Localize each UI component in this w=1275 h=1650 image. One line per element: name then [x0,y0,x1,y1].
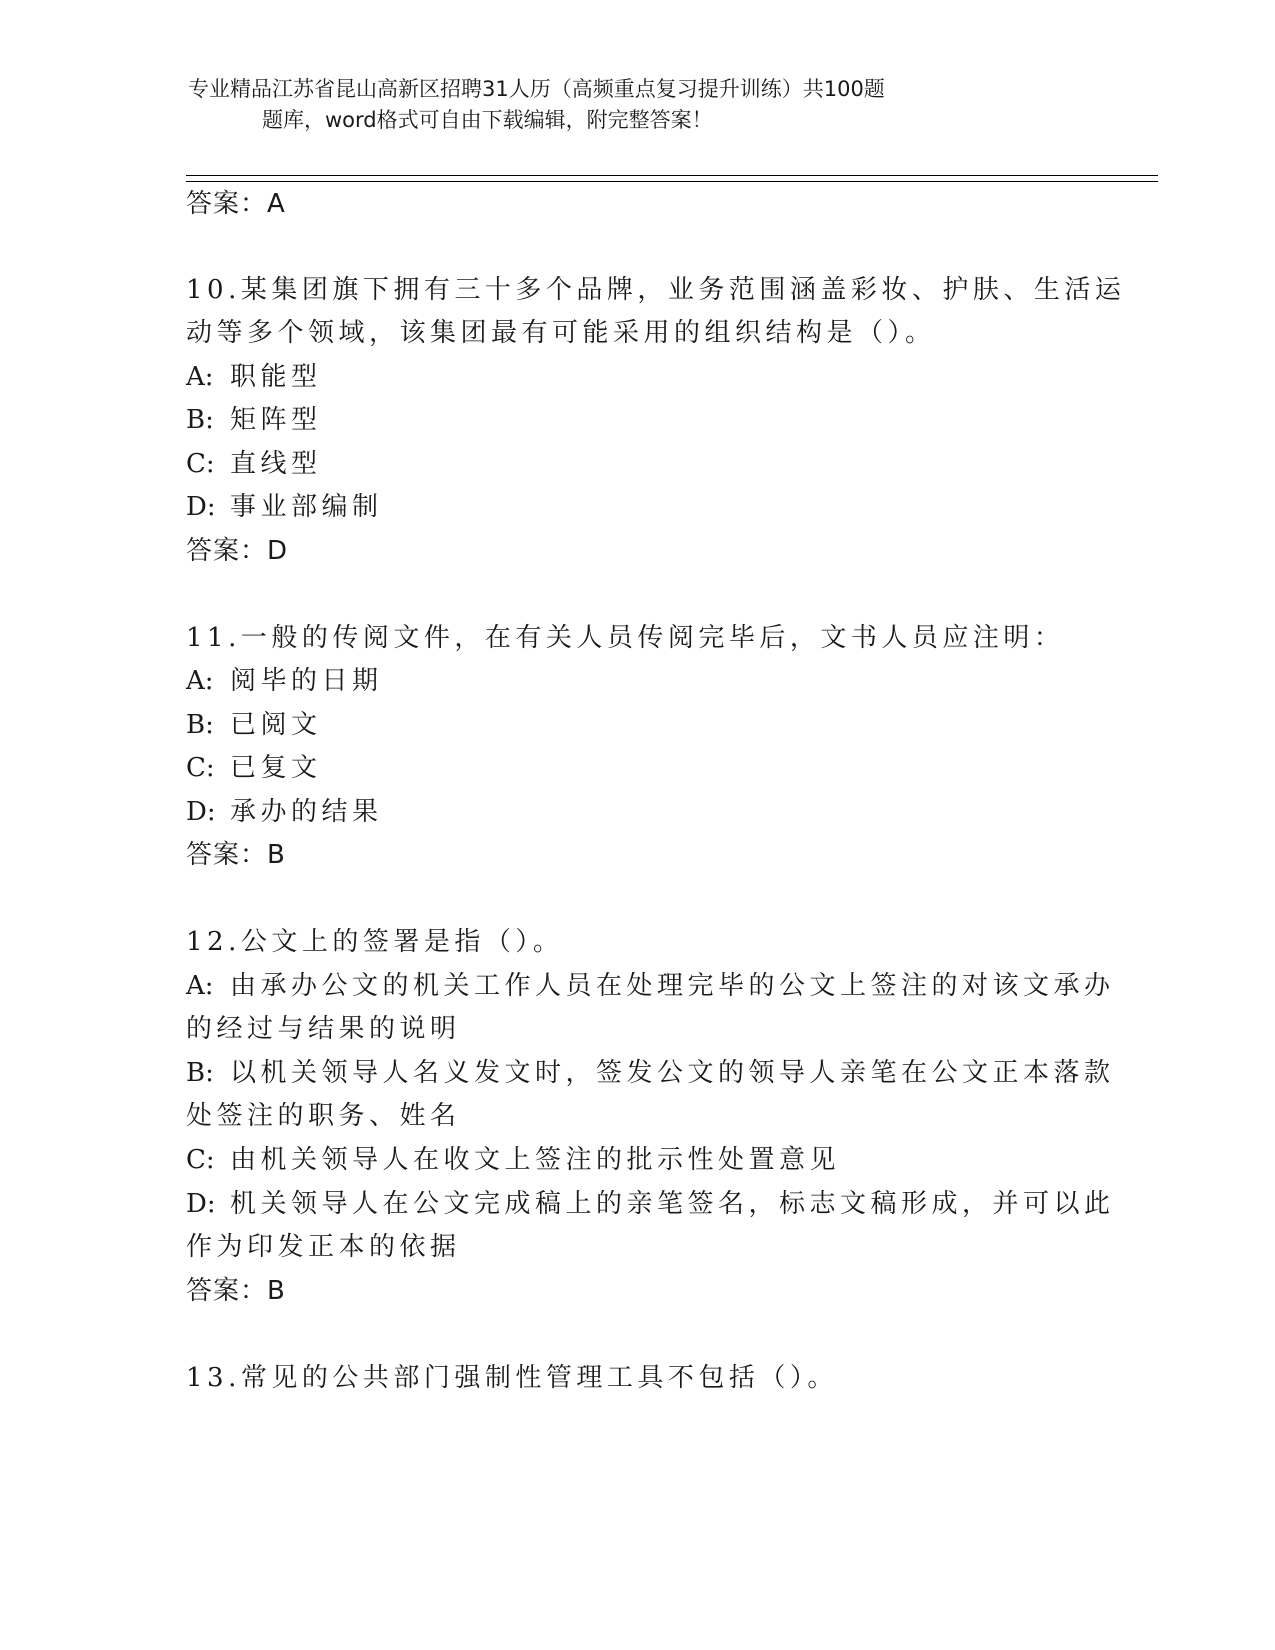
option-text: 由承办公文的机关工作人员在处理完毕的公文上签注的对该文承办 [230,971,1115,1001]
option-key: C: [186,1145,215,1175]
question-12-stem-1: 12.公文上的签署是指（）。 [186,927,564,957]
question-12-option-d [186,1184,1115,1224]
option-text: 职能型 [230,362,322,392]
option-text: 阅毕的日期 [230,666,383,696]
option-text: 已阅文 [230,710,322,740]
header-rule-thin [186,181,1158,182]
option-key: A: [186,971,214,1001]
answer-q10: 答案：D [186,536,289,566]
option-key: B: [186,1058,214,1088]
option-key: B: [186,710,214,740]
option-key: D: [186,492,216,522]
option-key: A: [186,666,214,696]
header-rule-thick [186,175,1158,176]
option-text: 已复文 [230,753,322,783]
question-12-option-a [186,966,1115,1006]
answer-q9: 答案：A [186,189,286,219]
option-text: 以机关领导人名义发文时，签发公文的领导人亲笔在公文正本落款 [230,1058,1115,1088]
option-text: 事业部编制 [230,492,383,522]
option-key: B: [186,405,214,435]
option-key: C: [186,753,215,783]
question-12-option-b-cont: 处签注的职务、姓名 [186,1101,461,1131]
question-10-stem-1: 10.某集团旗下拥有三十多个品牌，业务范围涵盖彩妆、护肤、生活运 [186,275,1126,305]
answer-q12: 答案：B [186,1276,286,1306]
question-12-option-b [186,1053,1115,1093]
question-10-option-d [186,487,383,527]
question-10-stem-2: 动等多个领域，该集团最有可能采用的组织结构是（）。 [186,318,936,348]
header-line-2: 题库，word格式可自由下载编辑，附完整答案！ [262,108,713,132]
option-text: 由机关领导人在收文上签注的批示性处置意见 [230,1145,841,1175]
question-11-option-c [186,748,322,788]
question-11-option-d [186,792,383,832]
option-text: 机关领导人在公文完成稿上的亲笔签名，标志文稿形成，并可以此 [230,1189,1115,1219]
page-header [188,74,1088,136]
question-12-option-c [186,1140,840,1180]
option-text: 承办的结果 [230,797,383,827]
option-text: 直线型 [230,449,322,479]
option-text: 矩阵型 [230,405,322,435]
option-key: C: [186,449,215,479]
question-10-option-b [186,400,322,440]
question-12-option-d-cont: 作为印发正本的依据 [186,1232,461,1262]
question-12-option-a-cont: 的经过与结果的说明 [186,1014,461,1044]
option-key: D: [186,797,216,827]
question-13-stem-1: 13.常见的公共部门强制性管理工具不包括（）。 [186,1363,838,1393]
question-11-option-b [186,705,322,745]
question-11-option-a [186,661,383,701]
header-line-1: 专业精品江苏省昆山高新区招聘31人历（高频重点复习提升训练）共100题 [188,77,885,101]
question-10-option-c [186,444,322,484]
question-11-stem-1: 11.一般的传阅文件，在有关人员传阅完毕后，文书人员应注明： [186,623,1065,653]
option-key: A: [186,362,214,392]
question-10-option-a [186,357,322,397]
option-key: D: [186,1189,216,1219]
answer-q11: 答案：B [186,840,286,870]
